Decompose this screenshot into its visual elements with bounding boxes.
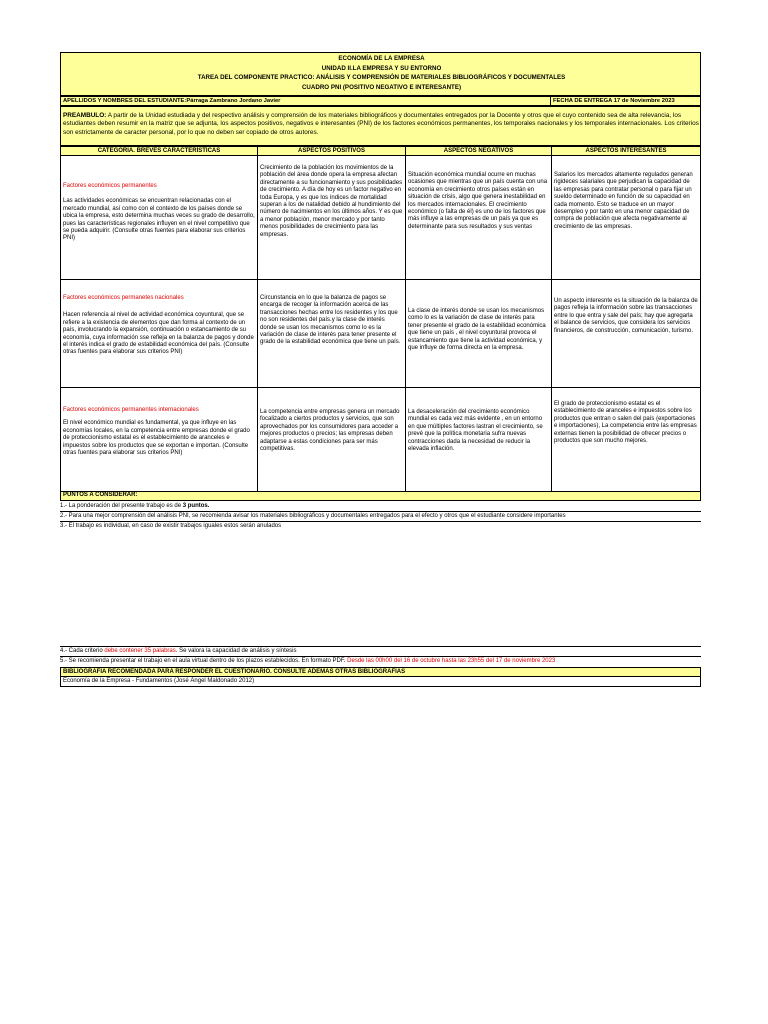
col-header-interesting: ASPECTOS INTERESANTES (585, 148, 667, 154)
row2-positive-text: Circunstancia en lo que la balanza de pagos se encarga de recoger la información acerca de las transacciones hechas entre los residentes y los que no son residentes del país.y la clase de interés donde se usan los mecanismos como lo es la variación de clase de interés para tener presente el grado de la estabilidad económica que tiene un país. (260, 295, 401, 346)
unit-title: UNIDAD II.LA EMPRESA Y SU ENTORNO (321, 65, 442, 72)
row3-category (61, 388, 258, 492)
row3-positive (258, 388, 406, 492)
preamble-box (60, 106, 701, 146)
task-title: TAREA DEL COMPONENTE PRACTICO: ANÁLISIS Y COMPRENSIÓN DE MATERIALES BIBLIOGRÁFICOS Y DOCUMENTALES (197, 74, 566, 81)
col-header-category: CATEGORIA. BREVES CARACTERÍSTICAS (61, 147, 258, 155)
point-5-pre: 5.- Se recomienda presentar el trabajo en el aula virtual dentro de los plazos establecidos. En formato PDF. (60, 658, 348, 664)
bibliography-item-row (60, 677, 701, 687)
point-1-bold: 3 puntos. (182, 503, 210, 509)
student-name: APELLIDOS Y NOMBRES DEL ESTUDIANTE:Párraga Zambrano Jordano Javier (63, 98, 281, 104)
row1-category (61, 156, 258, 280)
row3-title: Factores económicos permanentes internacionales (63, 407, 199, 413)
col-header-positive: ASPECTOS POSITIVOS (258, 147, 406, 155)
point-1-text: 1.- La ponderación del presente trabajo es de (60, 503, 183, 509)
row1-description: Las actividades económicas se encuentran relacionadas con el mercado mundial, así como con el contexto de los países donde se ubica la empresa, esto determina muchas veces su grado de desarrollo, pues las características regionales influyen en el nivel competitivo que se pueda adquirir. (Consulte otras fuentes para elaborar sus criterios PNI) (63, 198, 255, 242)
row3-positive-text: La competencia entre empresas genera un mercado focalizado a ciertos productos y servicios, que son aprovechados por los consumidores para acceder a mejores productos o precios; las empresas deben adaptarse a estas condiciones para ser más competitivas. (260, 409, 400, 453)
column-header-row (60, 146, 701, 156)
row2-description: Hacen referencia al nivel de actividad económica coyuntural, que se refiere a la existencia de elementos que dan forma al contexto de un país, involucrando la expansión, continuación o estancamiento de su economía, cuya información sse refleja en la balanza de pagos y donde el interés indica el grado de estabilidad económica del país. (Consulte otras fuentes para elaborar sus criterios PNI) (63, 312, 254, 356)
point-4-pre: 4.- Cada criterio (60, 648, 105, 654)
pni-table-body (60, 156, 701, 492)
row1-negative-text: Situación económica mundial ocurre en muchas ocasiones que mientras que un país cuenta con una economía en crecimiento otros países están en situación de crisis, algo que genera inestabilidad en los mercados internacionales. El crecimiento económico (o falta de él) es uno de los factores que más influye a las empresas de un país ya que es determinante para sus resultados y sus ventas (408, 172, 548, 230)
row1-interesting-text: Salarios los mercados altamente regulados generan rigideces salariales que perjudican la capacidad de las empresas para contratar personal o para fijar un sueldo determinado en función de su capacidad en cada momento. Esto se traduce en un mayor desempleo y por tanto en una menor capacidad de compra de población que afecta negativamente al crecimiento de las empresas. (554, 172, 693, 230)
point-3: 3.- El trabajo es individual, en caso de existir trabajos iguales estos serán anulados (60, 523, 282, 529)
point-5 (60, 658, 555, 666)
course-title: ECONOMÍA DE LA EMPRESA (338, 55, 425, 62)
row3-interesting-text: El grado de proteccionismo estatal es el establecimiento de aranceles e impuestos sobre los productos que entran o salen del país (exportaciones e importaciones), La competencia entre las empresas externas tienen la posibilidad de ofrecer precios o productos que son mucho mejores. (554, 401, 697, 445)
row2-negative (406, 280, 552, 388)
row2-category (61, 280, 258, 388)
point-4-red: debe contener 35 palabras (104, 648, 176, 654)
point-2: 2.- Para una mejor comprensión del análisis PNI, se recomienda avisar los materiales bibliográficos y documentales entregados para el efecto y otros que el estudiante considere importantes (60, 513, 566, 519)
point-4-post: . Se valora la capacidad de análisis y síntesis (175, 648, 297, 654)
row3-negative (406, 388, 552, 492)
preamble-label: PREAMBULO: (63, 112, 107, 119)
point-4 (60, 648, 296, 656)
student-row (60, 96, 701, 106)
row1-positive-text: Crecimiento de la población los movimientos de la población del área donde opera la empresa afectan directamente a su funcionamiento y sus posibilidades de crecimiento. A día de hoy es un factor negativo en toda Europa, y es que los índices de mortalidad superan a los de natalidad debido al hundimiento del número de nacimientos en los últimos años. Y es que a menor población, menor mercado y por tanto menos posibilidades de crecimiento para las empresas. (260, 165, 403, 238)
row2-interesting-text: Un aspecto interesnte es la situación de la balanza de pagos refleja la información sobre las transacciones entre lo que entra y sale del país; hay que agregarla el balance de servicios, que considera los servicios financieros, de construcción, comunicación, turismo. (554, 298, 698, 334)
points-title: PUNTOS A CONSIDERAR: (63, 492, 138, 498)
bibliography-header (60, 667, 701, 677)
row2-title: Factores económicos permanetes nacionales (63, 295, 184, 301)
preamble-text (63, 112, 699, 137)
row1-interesting (552, 156, 700, 280)
row2-negative-text: La clase de interés donde se usan los mecanismos como lo es la variación de clase de interés para tener presente el grado de la estabilidad económica que tiene un país , el nivel coyuntural provoca el estancamiento que tiene la actividad económica, y que influye de forma directa en la empresa. (408, 308, 546, 352)
title-block (60, 52, 701, 96)
point-1 (60, 503, 209, 511)
row3-description: El nivel económico mundial es fundamental, ya que influye en las economías locales, en la competencia entre empresas donde el grado de proteccionismo estatal es el establecimiento de aranceles e impuestos sobre los productos que se exportan e importan. (Consulte otras fuentes para elaborar sus criterios PNI) (63, 420, 250, 457)
delivery-date: FECHA DE ENTREGA 17 de Noviembre 2023 (553, 98, 675, 104)
row2-interesting (552, 280, 700, 388)
row3-interesting (552, 388, 700, 492)
table-title: CUADRO PNI (POSITIVO NEGATIVO E INTERESANTE) (301, 84, 462, 91)
point-5-red: Desde las 00h00 del 16 de octubre hasta las 23h55 del 17 de noviembre 2023 (347, 658, 556, 664)
bibliography-title: BIBLIOGRAFIA RECOMENDADA PARA RESPONDER EL CUESTIONARIO. CONSULTE ADEMAS OTRAS BIBLIOGRAFIAS (63, 669, 406, 675)
row1-title: Factores económicos permanentes (63, 183, 157, 189)
row1-negative (406, 156, 552, 280)
row3-negative-text: La desaceleración del crecimiento económico mundial es cada vez más evidente , en un entorno en que múltiples factores lastran el crecimiento, se prevé que la política monetaria sufra nuevas contracciones dada la necesidad de reducir la elevada inflación. (408, 409, 543, 453)
col-header-negative: ASPECTOS NEGATIVOS (406, 147, 552, 155)
points-header (60, 492, 701, 501)
bibliography-item: Economía de la Empresa - Fundamentos (José Ángel Maldonado 2012) (63, 678, 255, 684)
row1-positive (258, 156, 406, 280)
row2-positive (258, 280, 406, 388)
preamble-body: A partir de la Unidad estudiada y del respectivo análisis y comprensión de los materiales bibliográficos y documentales entregados por la Docente y otros que el cuyo contenido sea de alta relevancia, los estudiantes deben resumir en la matriz que se adjunta, los aspectos positivos, negativos e interesantes (PNI) de los factores económicos permanentes, los temporales nacionales y los temporales internacionales. Los criterios son estrictamente de caracter personal, por lo que no deben ser copiado de otros autores. (63, 112, 699, 136)
